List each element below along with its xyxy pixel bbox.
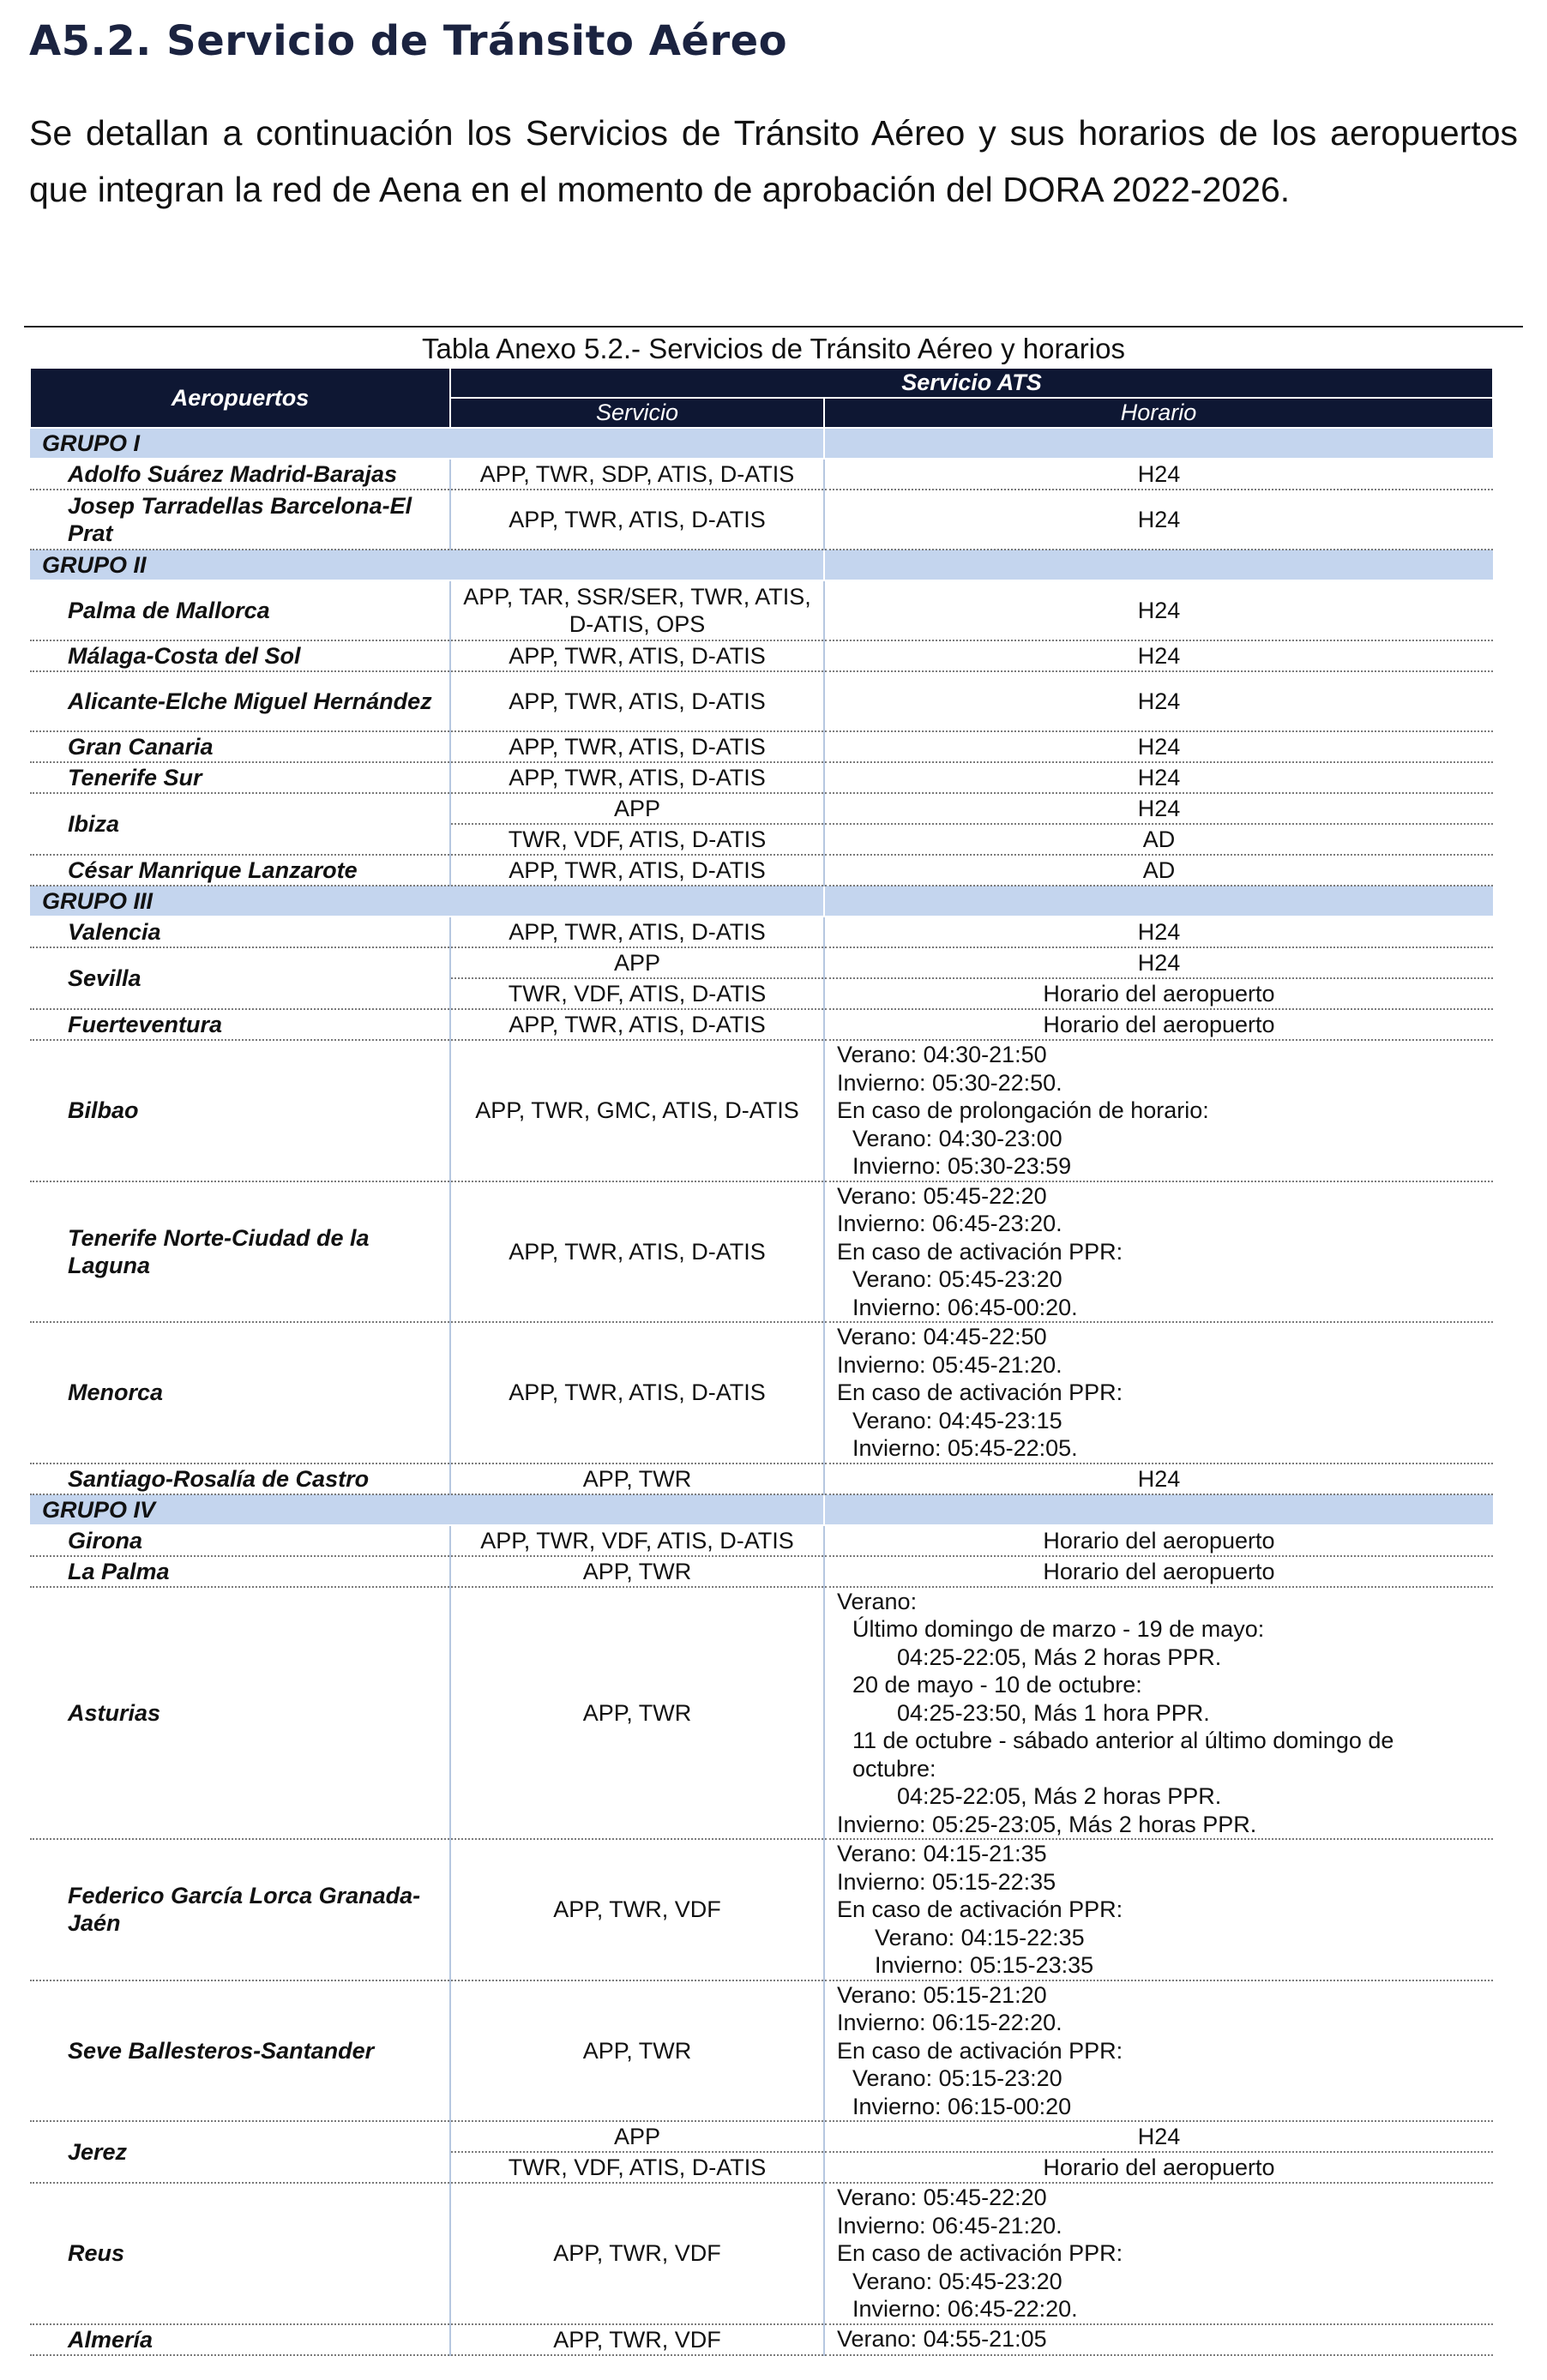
airport-name: La Palma [30, 1556, 450, 1587]
service-cell: APP, TWR, VDF, ATIS, D-ATIS [450, 1525, 824, 1556]
schedule-cell: AD [824, 824, 1493, 855]
schedule-cell: Horario del aeropuerto [824, 2152, 1493, 2183]
schedule-cell: Horario del aeropuerto [824, 1009, 1493, 1040]
schedule-cell: Verano: 04:15-21:35 Invierno: 05:15-22:35 En caso de activación PPR: Verano: 04:15-22:35 Invierno: 05:15-23:35 [824, 1839, 1493, 1980]
table-row [30, 731, 1493, 762]
airport-name: Valencia [30, 917, 450, 947]
service-cell: APP, TWR, ATIS, D-ATIS [450, 855, 824, 886]
service-cell: APP [450, 793, 824, 824]
service-cell: APP, TWR, ATIS, D-ATIS [450, 1181, 824, 1323]
airport-name: Fuerteventura [30, 1009, 450, 1040]
table-row [30, 580, 1493, 640]
table-row [30, 1040, 1493, 1181]
table-row [30, 1980, 1493, 2122]
service-cell: APP, TWR, ATIS, D-ATIS [450, 1322, 824, 1463]
schedule-cell: Verano: 04:55-21:05 [824, 2324, 1493, 2355]
schedule-cell: H24 [824, 917, 1493, 947]
group-name: GRUPO I [30, 428, 824, 459]
service-cell: TWR, VDF, ATIS, D-ATIS [450, 824, 824, 855]
service-cell: APP, TWR, SDP, ATIS, D-ATIS [450, 459, 824, 490]
schedule-cell: Verano: 04:30-21:50 Invierno: 05:30-22:50. En caso de prolongación de horario: Verano: 04:30-23:00 Invierno: 05:30-23:59 [824, 1040, 1493, 1181]
schedule-cell: H24 [824, 2121, 1493, 2152]
group-row [30, 1494, 1493, 1525]
airport-name: Reus [30, 2183, 450, 2324]
table-caption: Tabla Anexo 5.2.- Servicios de Tránsito Aéreo y horarios [422, 333, 1125, 364]
schedule-cell: H24 [824, 947, 1493, 978]
airport-name: Asturias [30, 1587, 450, 1840]
schedule-cell: Horario del aeropuerto [824, 1556, 1493, 1587]
group-row [30, 886, 1493, 917]
table-row [30, 1556, 1493, 1587]
service-cell: APP, TWR, VDF [450, 2324, 824, 2355]
service-cell: APP [450, 2121, 824, 2152]
airport-name: Federico García Lorca Granada-Jaén [30, 1839, 450, 1980]
intro-paragraph: Se detallan a continuación los Servicios de Tránsito Aéreo y sus horarios de los aeropuertos que integran la red de Aena en el momento de aprobación del DORA 2022-2026. [29, 113, 1518, 209]
schedule-cell: Verano: 04:45-22:50 Invierno: 05:45-21:20. En caso de activación PPR: Verano: 04:45-23:15 Invierno: 05:45-22:05. [824, 1322, 1493, 1463]
table-row [30, 762, 1493, 793]
service-cell: APP, TWR, ATIS, D-ATIS [450, 917, 824, 947]
group-name: GRUPO IV [30, 1494, 824, 1525]
schedule-cell: H24 [824, 640, 1493, 671]
service-cell: APP, TWR [450, 1587, 824, 1840]
airport-name: Tenerife Sur [30, 762, 450, 793]
table-row [30, 855, 1493, 886]
ats-table [29, 367, 1494, 2356]
schedule-cell: H24 [824, 459, 1493, 490]
service-cell: TWR, VDF, ATIS, D-ATIS [450, 978, 824, 1009]
airport-name: Gran Canaria [30, 731, 450, 762]
separator-line [24, 326, 1523, 328]
airport-name: Alicante-Elche Miguel Hernández [30, 671, 450, 731]
airport-name: Bilbao [30, 1040, 450, 1181]
service-cell: APP, TWR, ATIS, D-ATIS [450, 731, 824, 762]
schedule-cell: H24 [824, 1463, 1493, 1494]
airport-name: Almería [30, 2324, 450, 2355]
schedule-cell: H24 [824, 671, 1493, 731]
table-row [30, 2183, 1493, 2324]
table-row [30, 671, 1493, 731]
header-schedule: Horario [824, 398, 1493, 428]
airport-name: Málaga-Costa del Sol [30, 640, 450, 671]
group-row [30, 550, 1493, 580]
table-row [30, 917, 1493, 947]
service-cell: TWR, VDF, ATIS, D-ATIS [450, 2152, 824, 2183]
table-row [30, 2121, 1493, 2152]
table-row [30, 1525, 1493, 1556]
schedule-cell: H24 [824, 490, 1493, 550]
table-row [30, 793, 1493, 824]
table-row [30, 1181, 1493, 1323]
schedule-cell: Verano: Último domingo de marzo - 19 de mayo: 04:25-22:05, Más 2 horas PPR. 20 de mayo - 10 de octubre: 04:25-23:50, Más 1 hora PPR. 11 de octubre - sábado anterior al último domingo de octubre: 04:25-22:05, Más 2 horas PPR. Invierno: 05:25-23:05, Más 2 horas PPR. [824, 1587, 1493, 1840]
service-cell: APP, TWR, ATIS, D-ATIS [450, 1009, 824, 1040]
schedule-cell: H24 [824, 762, 1493, 793]
schedule-cell: Verano: 05:15-21:20 Invierno: 06:15-22:20. En caso de activación PPR: Verano: 05:15-23:20 Invierno: 06:15-00:20 [824, 1980, 1493, 2122]
schedule-cell: AD [824, 855, 1493, 886]
header-airports: Aeropuertos [30, 368, 450, 428]
group-row [30, 428, 1493, 459]
service-cell: APP, TWR, VDF [450, 1839, 824, 1980]
table-row [30, 1587, 1493, 1840]
table-row [30, 1463, 1493, 1494]
airport-name: Ibiza [30, 793, 450, 855]
table-row [30, 1839, 1493, 1980]
service-cell: APP, TWR, ATIS, D-ATIS [450, 671, 824, 731]
airport-name: Jerez [30, 2121, 450, 2183]
group-name: GRUPO II [30, 550, 824, 580]
table-row [30, 2324, 1493, 2355]
service-cell: APP, TWR, GMC, ATIS, D-ATIS [450, 1040, 824, 1181]
schedule-cell: H24 [824, 731, 1493, 762]
service-cell: APP, TWR, VDF [450, 2183, 824, 2324]
airport-name: Santiago-Rosalía de Castro [30, 1463, 450, 1494]
airport-name: Menorca [30, 1322, 450, 1463]
table-row [30, 1322, 1493, 1463]
table-row [30, 490, 1493, 550]
header-ats: Servicio ATS [450, 368, 1493, 398]
service-cell: APP [450, 947, 824, 978]
airport-name: Seve Ballesteros-Santander [30, 1980, 450, 2122]
service-cell: APP, TWR, ATIS, D-ATIS [450, 640, 824, 671]
service-cell: APP, TWR [450, 1980, 824, 2122]
service-cell: APP, TAR, SSR/SER, TWR, ATIS, D-ATIS, OPS [450, 580, 824, 640]
table-row [30, 1009, 1493, 1040]
schedule-cell: Verano: 05:45-22:20 Invierno: 06:45-21:20. En caso de activación PPR: Verano: 05:45-23:20 Invierno: 06:45-22:20. [824, 2183, 1493, 2324]
table-row [30, 947, 1493, 978]
table-row [30, 640, 1493, 671]
airport-name: Josep Tarradellas Barcelona-El Prat [30, 490, 450, 550]
airport-name: Sevilla [30, 947, 450, 1009]
schedule-cell: Horario del aeropuerto [824, 978, 1493, 1009]
airport-name: César Manrique Lanzarote [30, 855, 450, 886]
group-name: GRUPO III [30, 886, 824, 917]
header-service: Servicio [450, 398, 824, 428]
service-cell: APP, TWR, ATIS, D-ATIS [450, 762, 824, 793]
airport-name: Adolfo Suárez Madrid-Barajas [30, 459, 450, 490]
airport-name: Girona [30, 1525, 450, 1556]
airport-name: Palma de Mallorca [30, 580, 450, 640]
service-cell: APP, TWR [450, 1463, 824, 1494]
table-row [30, 459, 1493, 490]
schedule-cell: H24 [824, 580, 1493, 640]
section-title: A5.2. Servicio de Tránsito Aéreo [29, 17, 788, 65]
schedule-cell: Horario del aeropuerto [824, 1525, 1493, 1556]
schedule-cell: H24 [824, 793, 1493, 824]
service-cell: APP, TWR, ATIS, D-ATIS [450, 490, 824, 550]
schedule-cell: Verano: 05:45-22:20 Invierno: 06:45-23:20. En caso de activación PPR: Verano: 05:45-23:20 Invierno: 06:45-00:20. [824, 1181, 1493, 1323]
service-cell: APP, TWR [450, 1556, 824, 1587]
airport-name: Tenerife Norte-Ciudad de la Laguna [30, 1181, 450, 1323]
